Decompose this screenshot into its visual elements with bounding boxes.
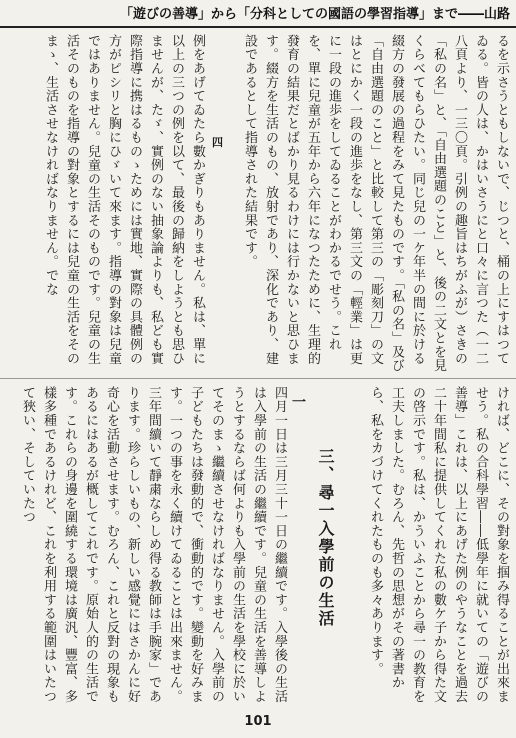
page-number: 101 [244,714,272,729]
top-paragraph-left: 例をあげてゐたら數かぎりもありません。私は、單に以上の三つの例を以て、最後の歸納をしようとも思ひませんが、たゞ、實例のない抽象論よりも、私ども實際指導に携はるものゝためには實地、實際の具體例の方がピシリと胸にひゞいて來ます。指導の對象は兒童ではありません。兒童の生活そのものです。兒童の生活そのものを指導の對象とするには兒童の生活をそのまゝ、生活させなければなりません。でな [43,34,205,366]
running-header: 「遊びの善導」から「分科としての國語の學習指導」まで――山路 [119,7,510,22]
bottom-paragraph-right: ければ、どこに、その對象を掴み得ることが出來ませう。私の合科學習――低學年に就いての「遊びの善導」これは、以上にあげた例のやうなことを過去二十年間私に提供してくれた私の數ケ子から得た文の啓示です。私は、かういふことから尋一の教育を工夫しました。むろん、先哲の思想がその著書から、私をカづけてくれたものも多々あります。 [368,386,509,704]
half-divider [0,378,516,379]
subsection-mark: 一 [292,395,306,411]
top-paragraph-right: るを示さうともしないで、じつと、桶の上にすはつてゐる。皆の人は、かはいさうにと口々に言つた（一二八頁より、一三〇頁。引例の趣旨はちがふが）さきの「私の名」と、「自由選題のこと」と、後の二文とを見くらべてもらひたい。同じ兒の一ケ年半の間に於ける綴方の發展の過程をみて見たものです。「私の名」及び「自由選題のこと」と比較して第三の「彫刻刀」の文はとにかく一段の進歩をなし、第三文の「輕業」は更に一段の進歩をしてゐることがわかるでせう。これを、單に兒童が五年から六年になつたために、生理的發育の結果だとばかり見るわけには行かないと思ひます。綴方を生活のもの、放射であり、深化であり、建設であるとして指導された結果です。 [242,34,509,373]
section-mark: 四 [212,136,223,149]
header-rule [0,26,516,28]
bottom-paragraph-left: 四月一日は三月三十一日の繼續です。入學後の生活は入學前の生活の繼續です。兒童の生活を善導しようとするならば何よりも入學前の生活を學校に於いてそのまゝ繼續させなければなりません。入學前の子どもたちは發動的で、衝動的です。變動を好みます。一つの事を永く續けてゐることは出來ません。三年間續いて靜粛ならしめ得る教師は手腕家」であります。珍らしいもの、新しい感覺にはさかんに好奇心を活動させます。むろん、これと反對の現象もあるにはあるが概してこれです。原始人的の生活です。これらの身邊を圍繞する環境は廣汎、豐富、多樣多種であるけれど、これを利用する範圍はいたつて狹い、そしていたつ [20,386,287,704]
section-heading: 三、尋一入學前の生活 [316,448,335,628]
